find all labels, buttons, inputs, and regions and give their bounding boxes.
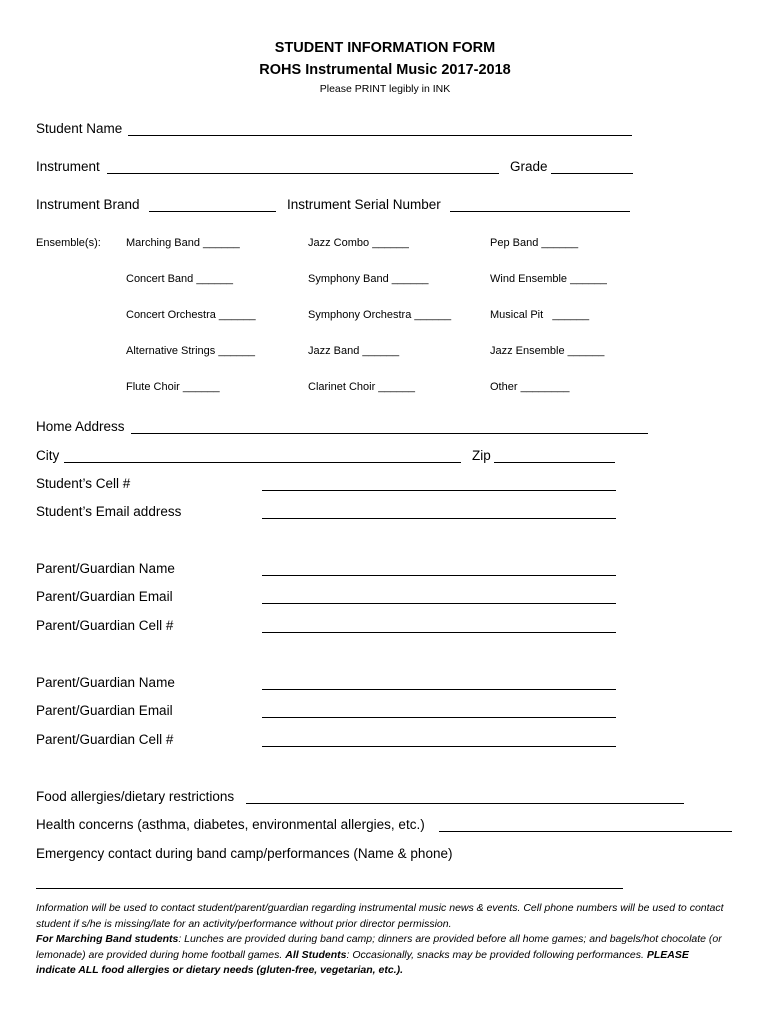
- ensemble-option[interactable]: Flute Choir ______: [126, 381, 220, 393]
- ensemble-option[interactable]: Alternative Strings ______: [126, 345, 256, 357]
- form-subtitle: ROHS Instrumental Music 2017-2018: [259, 62, 511, 78]
- ensemble-option[interactable]: Musical Pit ______: [490, 309, 590, 321]
- form-instruction: Please PRINT legibly in INK: [319, 83, 451, 95]
- emergency-contact-field[interactable]: [36, 888, 623, 889]
- ensemble-option[interactable]: Marching Band ______: [126, 237, 240, 249]
- guardian-name-field[interactable]: [262, 575, 616, 576]
- grade-label: Grade: [510, 159, 548, 174]
- home-address-field[interactable]: [131, 433, 648, 434]
- guardian-cell-field[interactable]: [262, 632, 616, 633]
- serial-number-label: Instrument Serial Number: [287, 197, 441, 212]
- guardian-email-field[interactable]: [262, 603, 616, 604]
- ensemble-option[interactable]: Jazz Combo ______: [308, 237, 409, 249]
- instrument-brand-label: Instrument Brand: [36, 197, 140, 212]
- food-allergies-label: Food allergies/dietary restrictions: [36, 789, 235, 804]
- zip-field[interactable]: [494, 462, 615, 463]
- guardian-email-label: Parent/Guardian Email: [36, 703, 173, 718]
- city-field[interactable]: [64, 462, 461, 463]
- ensemble-option[interactable]: Symphony Orchestra ______: [308, 309, 452, 321]
- grade-field[interactable]: [551, 173, 633, 174]
- form-title: STUDENT INFORMATION FORM: [274, 40, 496, 56]
- student-email-field[interactable]: [262, 518, 616, 519]
- ensemble-option[interactable]: Jazz Ensemble ______: [490, 345, 605, 357]
- guardian-cell-label: Parent/Guardian Cell #: [36, 732, 174, 747]
- ensembles-label: Ensemble(s):: [36, 237, 101, 249]
- student-cell-label: Student’s Cell #: [36, 476, 131, 491]
- instrument-brand-field[interactable]: [149, 211, 276, 212]
- home-address-label: Home Address: [36, 419, 125, 434]
- ensemble-option[interactable]: Jazz Band ______: [308, 345, 400, 357]
- health-concerns-field[interactable]: [439, 831, 732, 832]
- ensemble-option[interactable]: Pep Band ______: [490, 237, 579, 249]
- emergency-contact-label: Emergency contact during band camp/performances (Name & phone): [36, 846, 453, 861]
- privacy-notice: Information will be used to contact student/parent/guardian regarding instrumental music news & events. Cell phone numbers will be used to contact student if s/he is missing/late for an activity/performance without prior director permission. For Marching Band students: Lunches are provided during band camp; dinners are provided before all home games; and bagels/hot chocolate (or lemonade) are provided during home football games. All Students: Occasionally, snacks may be provided following performances. PLEASE indicate ALL food allergies or dietary needs (gluten-free, vegetarian, etc.).: [36, 902, 724, 977]
- ensemble-option[interactable]: Symphony Band ______: [308, 273, 429, 285]
- student-email-label: Student’s Email address: [36, 504, 182, 519]
- food-allergies-field[interactable]: [246, 803, 684, 804]
- zip-label: Zip: [472, 448, 491, 463]
- city-label: City: [36, 448, 60, 463]
- ensemble-option[interactable]: Concert Orchestra ______: [126, 309, 256, 321]
- ensemble-option[interactable]: Concert Band ______: [126, 273, 234, 285]
- guardian-email-field[interactable]: [262, 717, 616, 718]
- student-name-label: Student Name: [36, 121, 123, 136]
- serial-number-field[interactable]: [450, 211, 630, 212]
- guardian-name-label: Parent/Guardian Name: [36, 561, 175, 576]
- instrument-label: Instrument: [36, 159, 100, 174]
- guardian-name-field[interactable]: [262, 689, 616, 690]
- guardian-cell-label: Parent/Guardian Cell #: [36, 618, 174, 633]
- ensemble-option[interactable]: Other ________: [490, 381, 570, 393]
- ensemble-option[interactable]: Clarinet Choir ______: [308, 381, 416, 393]
- student-name-field[interactable]: [128, 135, 632, 136]
- instrument-field[interactable]: [107, 173, 499, 174]
- ensemble-option[interactable]: Wind Ensemble ______: [490, 273, 607, 285]
- guardian-cell-field[interactable]: [262, 746, 616, 747]
- guardian-email-label: Parent/Guardian Email: [36, 589, 173, 604]
- health-concerns-label: Health concerns (asthma, diabetes, environmental allergies, etc.): [36, 817, 425, 832]
- guardian-name-label: Parent/Guardian Name: [36, 675, 175, 690]
- student-cell-field[interactable]: [262, 490, 616, 491]
